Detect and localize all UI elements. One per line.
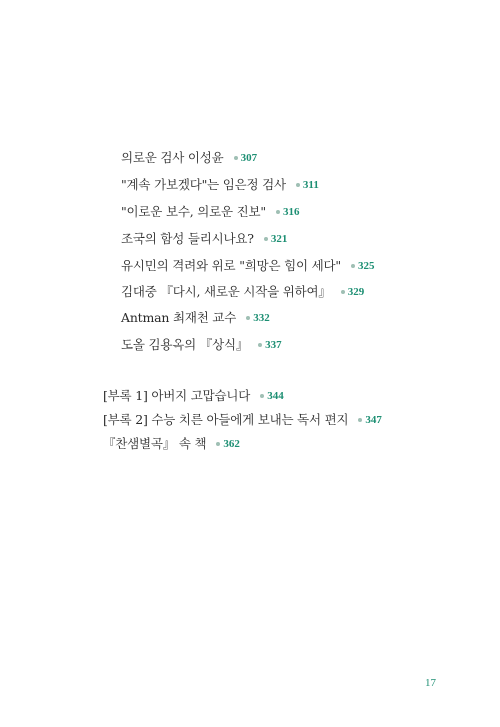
leader-dot-icon xyxy=(260,394,264,398)
toc-entry-title: 유시민의 격려와 위로 "희망은 힘이 세다" xyxy=(121,258,341,273)
toc-entry-page: 332 xyxy=(253,312,270,324)
leader-dot-icon xyxy=(246,316,250,320)
leader-dot-icon xyxy=(351,264,355,268)
toc-entry-title: 도올 김용옥의 『상식』 xyxy=(121,337,249,352)
toc-entry-title: "계속 가보겠다"는 임은정 검사 xyxy=(121,177,286,192)
leader-dot-icon xyxy=(358,418,362,422)
toc-entry-title: 『찬샘별곡』 속 책 xyxy=(103,436,207,451)
toc-appendix-entry[interactable] xyxy=(103,436,240,452)
toc-entry-page: 344 xyxy=(267,390,284,402)
toc-entry-title: "이로운 보수, 의로운 진보" xyxy=(121,204,266,219)
toc-entry[interactable] xyxy=(121,204,299,220)
toc-entry-page: 347 xyxy=(365,414,382,426)
leader-dot-icon xyxy=(264,237,268,241)
toc-entry[interactable] xyxy=(121,337,282,353)
toc-appendix-entry[interactable] xyxy=(103,412,382,428)
toc-entry-page: 307 xyxy=(240,152,258,164)
toc-entry-page: 311 xyxy=(302,179,319,191)
page-number: 17 xyxy=(425,677,436,689)
toc-entry[interactable] xyxy=(121,231,287,247)
leader-dot-icon xyxy=(341,290,345,294)
toc-entry[interactable] xyxy=(121,284,364,300)
toc-entry[interactable] xyxy=(121,150,257,166)
toc-entry-page: 316 xyxy=(282,206,300,218)
toc-entry-title: [부록 2] 수능 치른 아들에게 보내는 독서 편지 xyxy=(103,412,349,427)
toc-entry[interactable] xyxy=(121,310,270,326)
toc-entry-page: 337 xyxy=(265,339,282,351)
toc-entry-page: 329 xyxy=(347,286,365,298)
leader-dot-icon xyxy=(296,183,300,187)
leader-dot-icon xyxy=(216,442,220,446)
toc-entry[interactable] xyxy=(121,258,374,274)
toc-entry-title: Antman 최재천 교수 xyxy=(121,310,237,325)
toc-appendix-entry[interactable] xyxy=(103,388,284,404)
toc-entry-title: 김대중 『다시, 새로운 시작을 위하여』 xyxy=(121,284,331,299)
toc-entry-title: [부록 1] 아버지 고맙습니다 xyxy=(103,388,251,403)
toc-entry-title: 의로운 검사 이성윤 xyxy=(121,150,224,165)
toc-entry-page: 362 xyxy=(223,438,240,450)
leader-dot-icon xyxy=(258,343,262,347)
toc-entry[interactable] xyxy=(121,177,319,193)
leader-dot-icon xyxy=(276,210,280,214)
toc-entry-page: 325 xyxy=(357,260,375,272)
toc-entry-title: 조국의 함성 들리시나요? xyxy=(121,231,254,246)
toc-entry-page: 321 xyxy=(270,233,288,245)
leader-dot-icon xyxy=(234,156,238,160)
